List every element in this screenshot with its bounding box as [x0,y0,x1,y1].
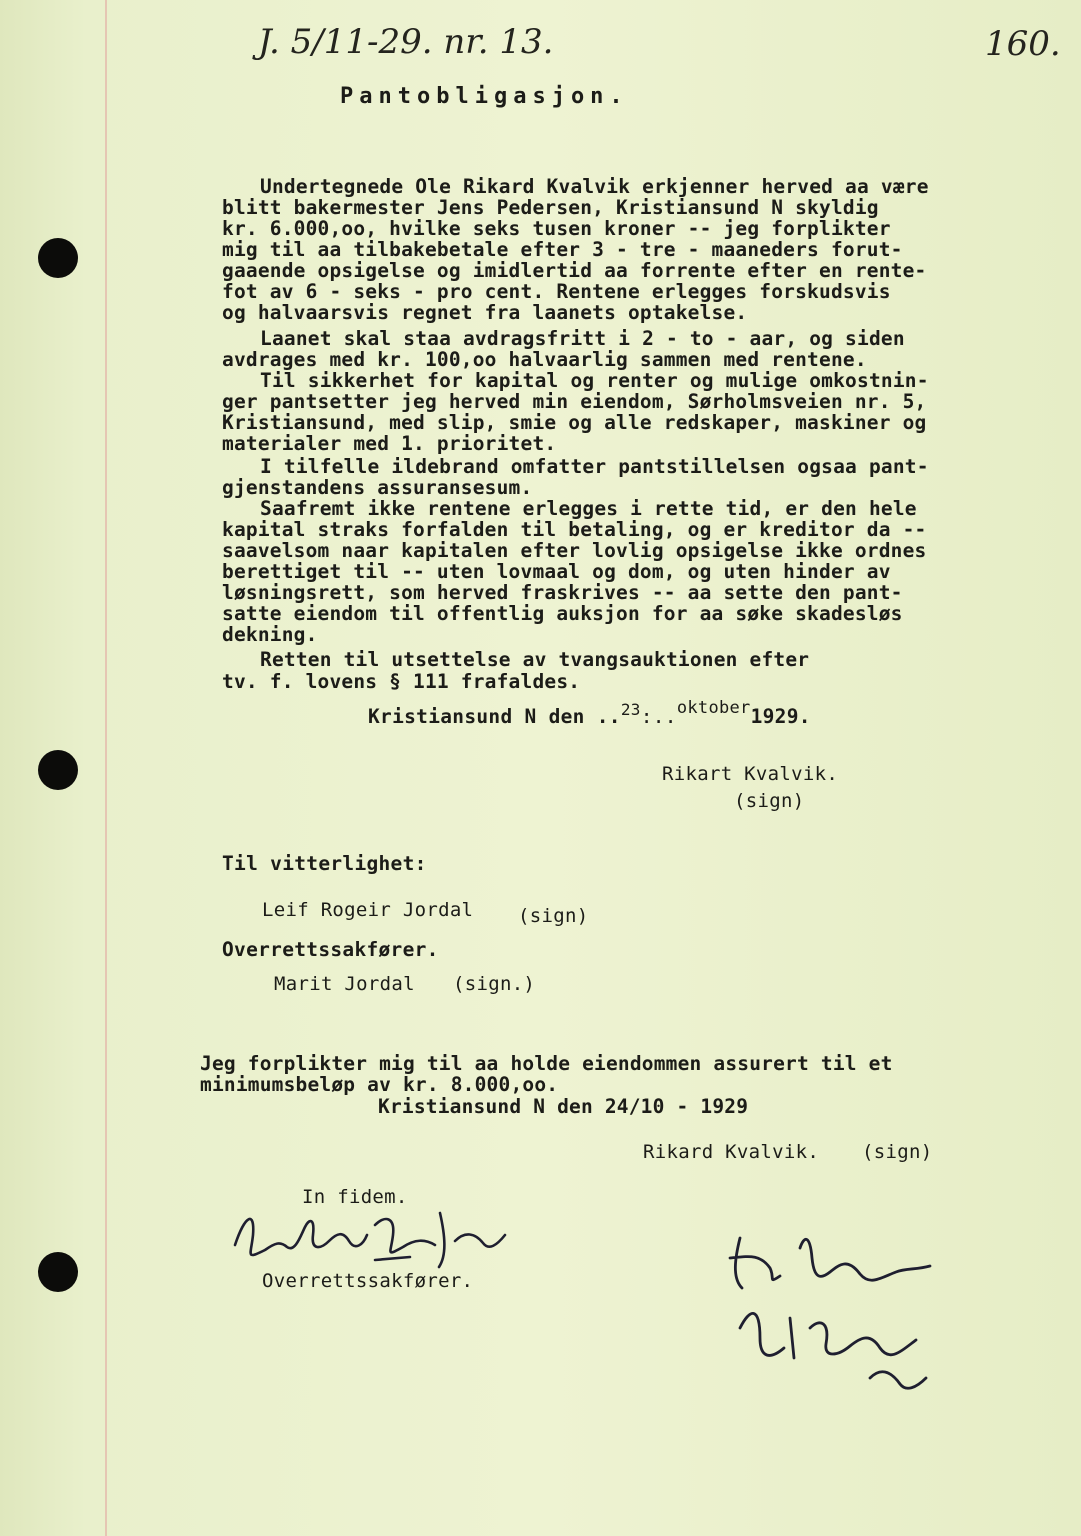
body-line: Kristiansund, med slip, smie og alle redskaper, maskiner og [222,411,927,434]
fidem-signature-right [720,1228,950,1418]
body-line: gaaende opsigelse og imidlertid aa forrente efter en rente- [222,259,927,282]
insurance-sign: (sign) [862,1141,933,1163]
document-title: Pantobligasjon. [340,84,629,109]
witness-1-name: Leif Rogeir Jordal [262,899,474,921]
signer-name: Rikart Kvalvik. [662,763,839,785]
insurance-line-2: minimumsbeløp av kr. 8.000,oo. [200,1073,559,1096]
dateline-day: 23 [620,700,641,719]
body-line: dekning. [222,623,318,646]
body-line: kr. 6.000,oo, hvilke seks tusen kroner -- jeg forplikter [222,217,891,240]
punch-hole-bottom [38,1252,78,1292]
witness-2-name: Marit Jordal [274,973,415,995]
witness-2-sign: (sign.) [453,973,536,995]
body-line: saavelsom naar kapitalen efter lovlig opsigelse ikke ordnes [222,539,927,562]
body-line: ger pantsetter jeg herved min eiendom, Sørholmsveien nr. 5, [222,390,927,413]
body-line: tv. f. lovens § 111 frafaldes. [222,670,581,693]
handwritten-reference: J. 5/11-29. nr. 13. [258,22,554,62]
signer-sign: (sign) [734,790,805,812]
margin-rule [105,0,107,1536]
witness-1-sign: (sign) [518,905,589,927]
dateline-month: oktober [676,698,751,718]
insurance-line-3: Kristiansund N den 24/10 - 1929 [378,1095,749,1118]
body-line: avdrages med kr. 100,oo halvaarlig sammen med rentene. [222,348,867,371]
body-line: Til sikkerhet for kapital og renter og mulige omkostnin- [260,369,929,392]
body-line: berettiget til -- uten lovmaal og dom, og uten hinder av [222,560,891,583]
body-line: og halvaarsvis regnet fra laanets optakelse. [222,301,748,324]
body-line: I tilfelle ildebrand omfatter pantstillelsen ogsaa pant- [260,455,929,478]
in-fidem-label: In fidem. [302,1186,408,1208]
body-line: satte eiendom til offentlig auksjon for aa søke skadesløs [222,602,903,625]
dateline-text: Kristiansund N den .. [368,705,621,728]
body-line: blitt bakermester Jens Pedersen, Kristiansund N skyldig [222,196,879,219]
body-line: fot av 6 - seks - pro cent. Rentene erlegges forskudsvis [222,280,891,303]
witness-1-title: Overrettssakfører. [222,938,439,961]
body-line: Saafremt ikke rentene erlegges i rette tid, er den hele [260,497,917,520]
body-line: materialer med 1. prioritet. [222,432,557,455]
punch-hole-middle [38,750,78,790]
insurance-line-1: Jeg forplikter mig til aa holde eiendommen assurert til et [200,1052,893,1075]
dateline-year: 1929. [750,705,811,728]
body-line: løsningsrett, som herved fraskrives -- aa sette den pant- [222,581,903,604]
dateline: Kristiansund N den ..$^{23}$:..oktober1929. [368,698,811,728]
insurance-signer: Rikard Kvalvik. [643,1141,820,1163]
witness-heading: Til vitterlighet: [222,852,427,875]
body-line: kapital straks forfalden til betaling, og er kreditor da -- [222,518,927,541]
page-number: 160. [985,24,1061,64]
body-line: gjenstandens assuransesum. [222,476,533,499]
fidem-title: Overrettssakfører. [262,1270,474,1292]
body-line: Laanet skal staa avdragsfritt i 2 - to - aar, og siden [260,327,905,350]
body-line: mig til aa tilbakebetale efter 3 - tre - maaneders forut- [222,238,903,261]
body-line: Retten til utsettelse av tvangsauktionen efter [260,648,810,671]
fidem-signature-left [225,1205,525,1275]
punch-hole-top [38,238,78,278]
body-line: Undertegnede Ole Rikard Kvalvik erkjenner herved aa være [260,175,929,198]
